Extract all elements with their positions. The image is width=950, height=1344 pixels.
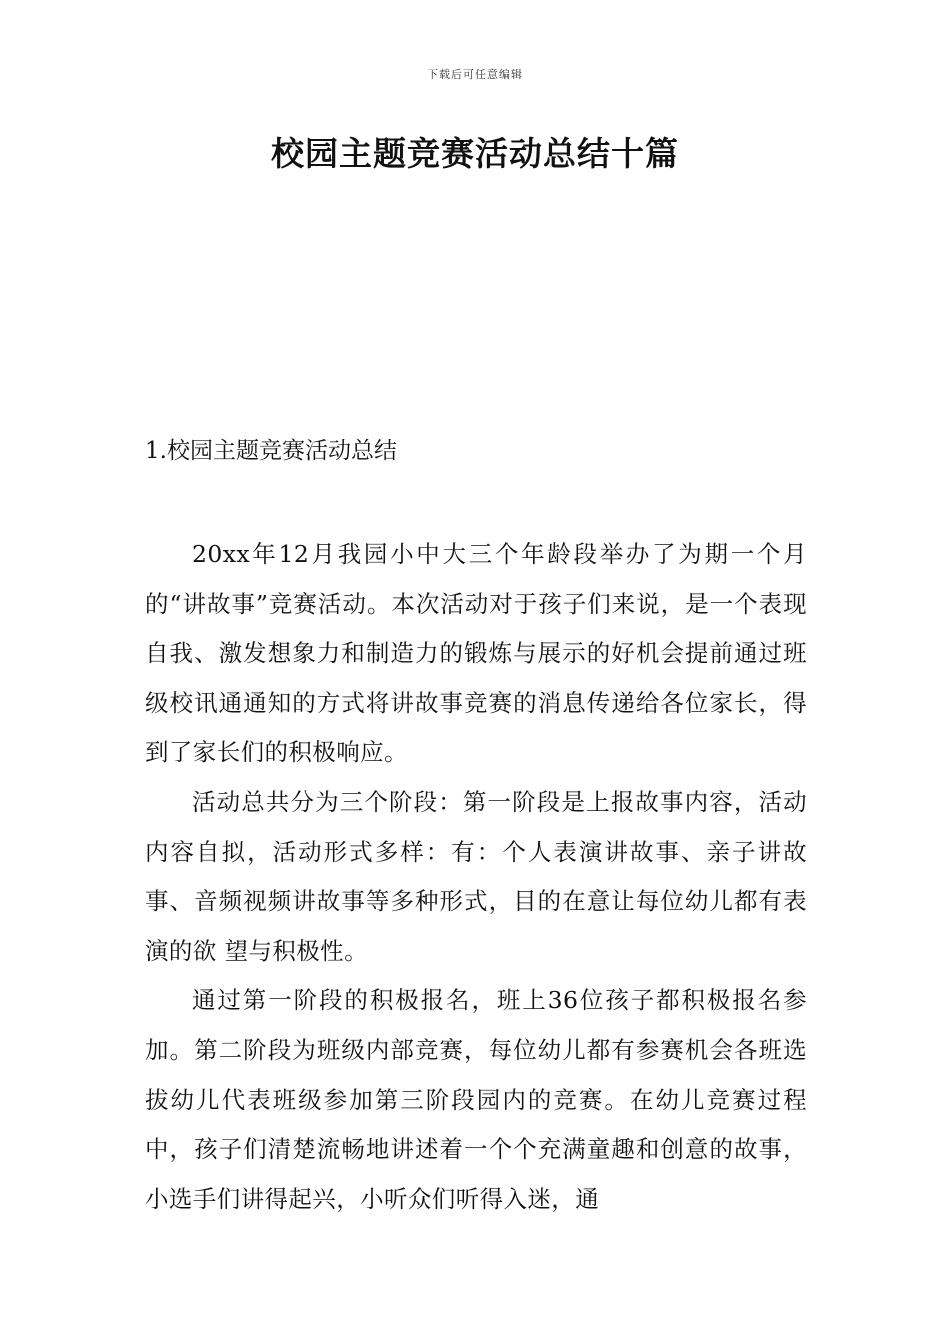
document-title: 校园主题竞赛活动总结十篇	[271, 134, 679, 173]
body-text	[145, 530, 807, 1224]
paragraph-3: 通过第一阶段的积极报名，班上36位孩子都积极报名参加。第二阶段为班级内部竞赛，每位幼儿都有参赛机会各班选拔幼儿代表班级参加第三阶段园内的竞赛。在幼儿竞赛过程中，孩子们清楚流畅地讲述着一个个充满童趣和创意的故事，小选手们讲得起兴，小听众们听得入迷，通	[145, 986, 807, 1213]
section-heading: 1.校园主题竞赛活动总结	[145, 438, 397, 464]
paragraph-2: 活动总共分为三个阶段：第一阶段是上报故事内容，活动内容自拟，活动形式多样：有：个人表演讲故事、亲子讲故事、音频视频讲故事等多种形式，目的在意让每位幼儿都有表演的欲 望与积极性。	[145, 787, 807, 965]
paragraph-1: 20xx年12月我园小中大三个年龄段举办了为期一个月的“讲故事”竞赛活动。本次活动对于孩子们来说，是一个表现自我、激发想象力和制造力的锻炼与展示的好机会提前通过班级校讯通通知的方式将讲故事竞赛的消息传递给各位家长，得到了家长们的积极响应。	[145, 540, 807, 767]
header-note: 下载后可任意编辑	[427, 68, 523, 81]
